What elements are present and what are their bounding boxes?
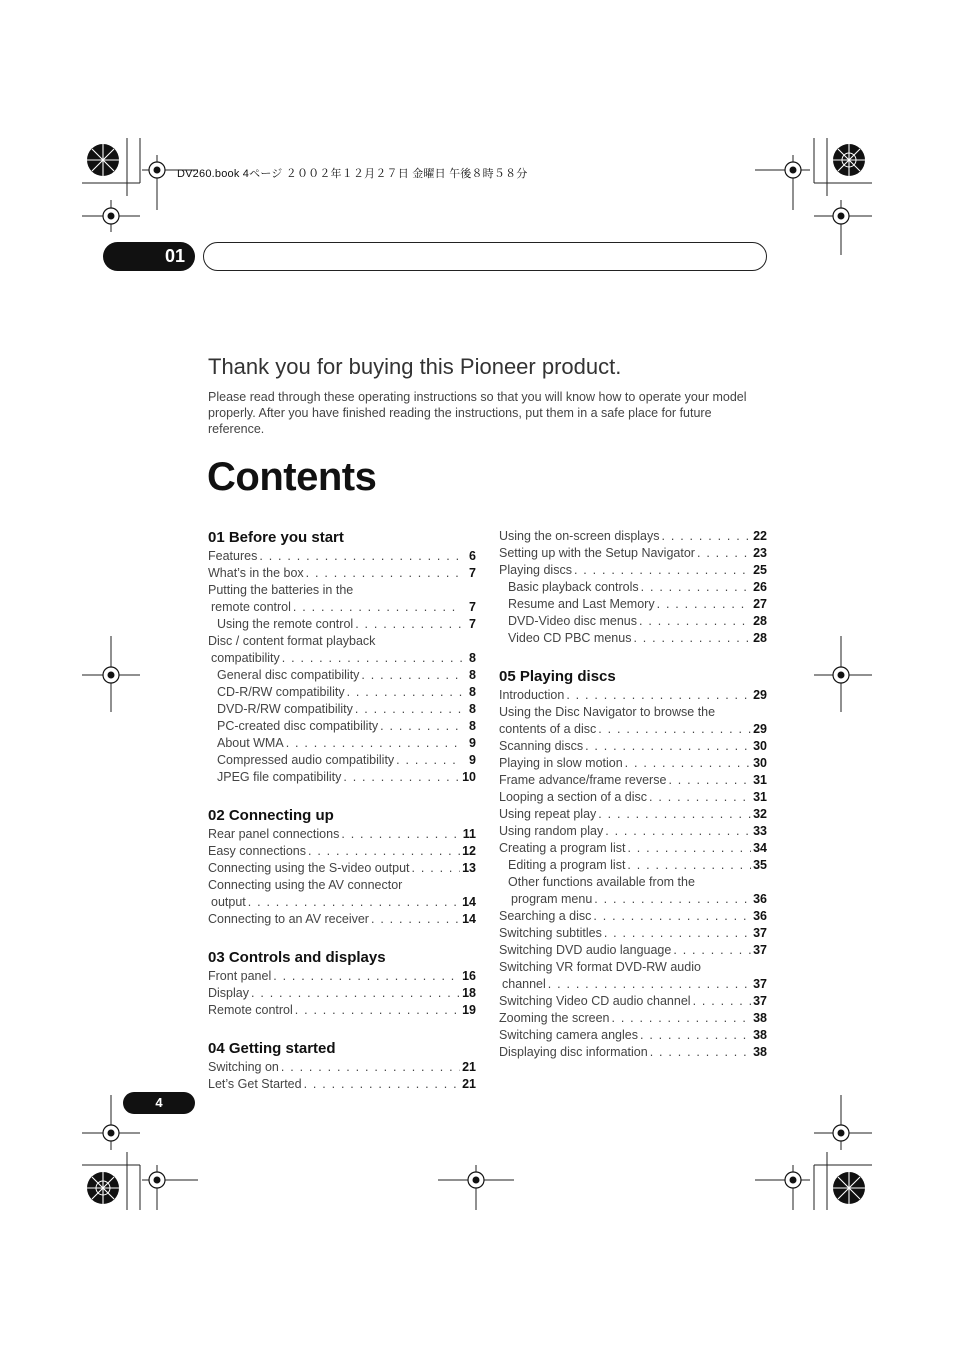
- toc-section: [208, 528, 476, 786]
- toc-entry-title: CD-R/RW compatibility: [217, 685, 345, 699]
- chapter-tab: 01: [103, 242, 195, 271]
- toc-entry: [208, 1059, 476, 1076]
- dot-leader: [598, 806, 751, 823]
- intro-paragraph: Please read through these operating instructions so that you will know how to operate your model properly. After you have finished reading the instructions, put them in a safe place for future reference.: [208, 390, 747, 436]
- toc-entry: [499, 545, 767, 562]
- toc-entry-page: 31: [753, 790, 767, 804]
- toc-entry-page: 36: [753, 909, 767, 923]
- toc-entry-page: 30: [753, 756, 767, 770]
- toc-entry: [499, 1027, 767, 1044]
- toc-entry-page: 29: [753, 688, 767, 702]
- toc-entry: [499, 772, 767, 789]
- toc-section-heading: 03 Controls and displays: [208, 949, 386, 966]
- toc-entry-page: 12: [462, 844, 476, 858]
- toc-entry-title: Connecting using the S-video output: [208, 861, 410, 875]
- toc-entry: [208, 633, 476, 650]
- toc-entry: [499, 959, 767, 976]
- dot-leader: [611, 1010, 751, 1027]
- dot-leader: [286, 735, 462, 752]
- toc-right-column: [499, 528, 767, 1061]
- toc-entry-title: Switching Video CD audio channel: [499, 994, 691, 1008]
- toc-entry-title: Switching VR format DVD-RW audio: [499, 960, 701, 974]
- toc-entry-title: PC-created disc compatibility: [217, 719, 379, 733]
- toc-section: [208, 806, 476, 928]
- toc-entry-page: 16: [462, 969, 476, 983]
- toc-entry-page: 10: [462, 770, 476, 784]
- dot-leader: [641, 579, 751, 596]
- toc-entry-title: Let’s Get Started: [208, 1077, 302, 1091]
- toc-entry-page: 13: [462, 861, 476, 875]
- dot-leader: [662, 528, 752, 545]
- toc-entry: [499, 738, 767, 755]
- toc-entry-title: Front panel: [208, 969, 272, 983]
- toc-entry-title: compatibility: [211, 651, 280, 665]
- toc-entry: [499, 908, 767, 925]
- toc-entry-page: 11: [462, 827, 476, 841]
- toc-entry-page: 37: [753, 943, 767, 957]
- dot-leader: [650, 1044, 751, 1061]
- dot-leader: [627, 840, 751, 857]
- dot-leader: [697, 545, 751, 562]
- toc-entry-page: 9: [469, 753, 476, 767]
- dot-leader: [343, 769, 460, 786]
- toc-section-heading: 04 Getting started: [208, 1040, 336, 1057]
- toc-entry-page: 22: [753, 529, 767, 543]
- toc-entry: [499, 857, 767, 874]
- toc-entry-title: What’s in the box: [208, 566, 304, 580]
- toc-entry-title: Rear panel connections: [208, 827, 340, 841]
- dot-leader: [371, 911, 460, 928]
- toc-entry: [208, 860, 476, 877]
- toc-entry-title: channel: [502, 977, 546, 991]
- toc-entry: [499, 687, 767, 704]
- toc-entry: [499, 562, 767, 579]
- toc-entry-title: Scanning discs: [499, 739, 584, 753]
- toc-entry-page: 7: [469, 566, 476, 580]
- dot-leader: [412, 860, 461, 877]
- dot-leader: [248, 894, 460, 911]
- dot-leader: [380, 718, 462, 735]
- toc-entry: [499, 1010, 767, 1027]
- toc-entry-page: 8: [469, 668, 476, 682]
- toc-entry-title: Using random play: [499, 824, 604, 838]
- dot-leader: [548, 976, 751, 993]
- toc-section: [499, 667, 767, 1061]
- dot-leader: [593, 908, 751, 925]
- dot-leader: [640, 1027, 751, 1044]
- toc-entry-title: Putting the batteries in the: [208, 583, 354, 597]
- toc-entry-page: 28: [753, 631, 767, 645]
- toc-entry: [208, 894, 476, 911]
- toc-entry: [499, 528, 767, 545]
- dot-leader: [627, 857, 751, 874]
- toc-entry-page: 8: [469, 651, 476, 665]
- toc-entry-title: Searching a disc: [499, 909, 592, 923]
- dot-leader: [295, 1002, 460, 1019]
- dot-leader: [673, 942, 751, 959]
- toc-entry-page: 32: [753, 807, 767, 821]
- toc-entry-title: output: [211, 895, 246, 909]
- dot-leader: [355, 616, 462, 633]
- toc-entry-title: Setting up with the Setup Navigator: [499, 546, 695, 560]
- toc-entry-title: Looping a section of a disc: [499, 790, 648, 804]
- toc-entry-title: Playing discs: [499, 563, 572, 577]
- toc-entry-title: General disc compatibility: [217, 668, 360, 682]
- toc-entry: [208, 582, 476, 599]
- dot-leader: [657, 596, 752, 613]
- toc-entry: [499, 755, 767, 772]
- toc-entry-title: contents of a disc: [499, 722, 597, 736]
- dot-leader: [306, 565, 462, 582]
- toc-entry: [208, 684, 476, 701]
- dot-leader: [396, 752, 462, 769]
- toc-entry-title: remote control: [211, 600, 291, 614]
- toc-entry: [499, 596, 767, 613]
- toc-entry: [499, 891, 767, 908]
- toc-entry-page: 26: [753, 580, 767, 594]
- toc-entry: [499, 806, 767, 823]
- toc-entry: [208, 718, 476, 735]
- toc-entry: [499, 993, 767, 1010]
- toc-entry-page: 29: [753, 722, 767, 736]
- toc-entry-title: Disc / content format playback: [208, 634, 376, 648]
- toc-entry-page: 27: [753, 597, 767, 611]
- dot-leader: [347, 684, 462, 701]
- toc-entry-page: 8: [469, 702, 476, 716]
- toc-entry-title: Display: [208, 986, 249, 1000]
- toc-entry-title: Connecting using the AV connector: [208, 878, 403, 892]
- thanks-heading: Thank you for buying this Pioneer product.: [208, 354, 622, 379]
- toc-entry-title: Zooming the screen: [499, 1011, 610, 1025]
- toc-entry: [499, 579, 767, 596]
- chapter-title-frame: [203, 242, 767, 271]
- toc-entry: [208, 701, 476, 718]
- toc-entry: [499, 630, 767, 647]
- toc-entry: [499, 721, 767, 738]
- toc-section-heading: 02 Connecting up: [208, 807, 334, 824]
- dot-leader: [574, 562, 751, 579]
- toc-entry: [499, 874, 767, 891]
- toc-entry-page: 14: [462, 912, 476, 926]
- toc-entry-page: 36: [753, 892, 767, 906]
- contents-title: Contents: [207, 455, 377, 499]
- dot-leader: [633, 630, 751, 647]
- toc-entry-title: Introduction: [499, 688, 565, 702]
- toc-entry-title: Using repeat play: [499, 807, 597, 821]
- toc-entry-page: 25: [753, 563, 767, 577]
- toc-entry-title: Features: [208, 549, 258, 563]
- toc-entry: [499, 925, 767, 942]
- toc-entry-page: 38: [753, 1011, 767, 1025]
- toc-entry-title: Other functions available from the: [508, 875, 695, 889]
- dot-leader: [598, 721, 751, 738]
- toc-entry: [208, 1076, 476, 1093]
- toc-entry-page: 31: [753, 773, 767, 787]
- toc-entry-title: Creating a program list: [499, 841, 626, 855]
- toc-entry: [499, 704, 767, 721]
- toc-entry-page: 38: [753, 1045, 767, 1059]
- toc-entry: [208, 752, 476, 769]
- toc-entry-page: 38: [753, 1028, 767, 1042]
- toc-section: [208, 948, 476, 1019]
- toc-entry: [208, 548, 476, 565]
- toc-entry-title: Playing in slow motion: [499, 756, 623, 770]
- toc-entry-title: Displaying disc information: [499, 1045, 648, 1059]
- toc-entry-page: 30: [753, 739, 767, 753]
- toc-entry: [499, 976, 767, 993]
- toc-entry: [208, 826, 476, 843]
- toc-entry: [208, 616, 476, 633]
- dot-leader: [293, 599, 462, 616]
- toc-entry-title: DVD-Video disc menus: [508, 614, 637, 628]
- toc-entry-title: Basic playback controls: [508, 580, 639, 594]
- toc-entry-title: Switching subtitles: [499, 926, 602, 940]
- toc-entry: [499, 840, 767, 857]
- dot-leader: [585, 738, 751, 755]
- toc-entry-title: Remote control: [208, 1003, 293, 1017]
- dot-leader: [282, 650, 462, 667]
- dot-leader: [639, 613, 751, 630]
- toc-entry-page: 8: [469, 685, 476, 699]
- dot-leader: [361, 667, 462, 684]
- toc-entry: [499, 789, 767, 806]
- dot-leader: [566, 687, 751, 704]
- toc-entry: [208, 599, 476, 616]
- toc-section-heading: 01 Before you start: [208, 529, 344, 546]
- toc-entry-page: 7: [469, 600, 476, 614]
- toc-entry: [208, 1002, 476, 1019]
- toc-left-column: [208, 528, 476, 1093]
- print-header-meta: DV260.book 4ページ ２００２年１２月２７日 金曜日 午後８時５８分: [177, 168, 528, 180]
- dot-leader: [304, 1076, 461, 1093]
- toc-entry-title: DVD-R/RW compatibility: [217, 702, 353, 716]
- toc-section-heading: 05 Playing discs: [499, 668, 616, 685]
- toc-section: [208, 1039, 476, 1093]
- dot-leader: [281, 1059, 460, 1076]
- toc-entry-title: Easy connections: [208, 844, 306, 858]
- toc-entry-title: program menu: [511, 892, 593, 906]
- toc-entry: [208, 985, 476, 1002]
- page-number: 4: [123, 1092, 195, 1114]
- toc-entry: [208, 769, 476, 786]
- toc-entry-page: 37: [753, 977, 767, 991]
- dot-leader: [251, 985, 460, 1002]
- toc-entry-page: 21: [462, 1077, 476, 1091]
- dot-leader: [355, 701, 462, 718]
- toc-entry-page: 37: [753, 926, 767, 940]
- dot-leader: [605, 823, 751, 840]
- dot-leader: [649, 789, 751, 806]
- toc-entry: [499, 1044, 767, 1061]
- toc-entry-title: Switching camera angles: [499, 1028, 638, 1042]
- toc-entry: [208, 565, 476, 582]
- dot-leader: [625, 755, 751, 772]
- toc-entry-page: 23: [753, 546, 767, 560]
- toc-entry-page: 9: [469, 736, 476, 750]
- toc-entry-page: 28: [753, 614, 767, 628]
- dot-leader: [308, 843, 460, 860]
- toc-entry: [499, 823, 767, 840]
- toc-entry-page: 19: [462, 1003, 476, 1017]
- toc-entry-title: Using the remote control: [217, 617, 354, 631]
- toc-entry-page: 34: [753, 841, 767, 855]
- toc-entry: [208, 877, 476, 894]
- dot-leader: [594, 891, 751, 908]
- toc-entry-title: Connecting to an AV receiver: [208, 912, 369, 926]
- toc-entry-page: 14: [462, 895, 476, 909]
- toc-entry: [208, 968, 476, 985]
- toc-entry-page: 33: [753, 824, 767, 838]
- toc-entry-title: Switching on: [208, 1060, 279, 1074]
- toc-entry-page: 35: [753, 858, 767, 872]
- dot-leader: [693, 993, 752, 1010]
- dot-leader: [273, 968, 460, 985]
- dot-leader: [259, 548, 462, 565]
- toc-entry-title: Using the Disc Navigator to browse the: [499, 705, 716, 719]
- toc-entry-title: Using the on-screen displays: [499, 529, 660, 543]
- toc-entry: [499, 942, 767, 959]
- toc-entry-page: 21: [462, 1060, 476, 1074]
- toc-entry-title: Resume and Last Memory: [508, 597, 655, 611]
- toc-entry: [208, 650, 476, 667]
- toc-entry-title: Video CD PBC menus: [508, 631, 632, 645]
- toc-entry-title: Frame advance/frame reverse: [499, 773, 667, 787]
- toc-entry-page: 8: [469, 719, 476, 733]
- dot-leader: [668, 772, 751, 789]
- toc-entry: [499, 613, 767, 630]
- toc-entry-page: 18: [462, 986, 476, 1000]
- dot-leader: [604, 925, 751, 942]
- toc-entry: [208, 843, 476, 860]
- toc-entry: [208, 667, 476, 684]
- dot-leader: [341, 826, 460, 843]
- toc-entry-page: 7: [469, 617, 476, 631]
- toc-entry-title: JPEG file compatibility: [217, 770, 342, 784]
- toc-entry-title: Switching DVD audio language: [499, 943, 672, 957]
- toc-entry-title: Compressed audio compatibility: [217, 753, 395, 767]
- toc-entry-title: About WMA: [217, 736, 284, 750]
- toc-entry: [208, 911, 476, 928]
- toc-entry-page: 37: [753, 994, 767, 1008]
- toc-entry-page: 6: [469, 549, 476, 563]
- toc-entry: [208, 735, 476, 752]
- toc-entry-title: Editing a program list: [508, 858, 626, 872]
